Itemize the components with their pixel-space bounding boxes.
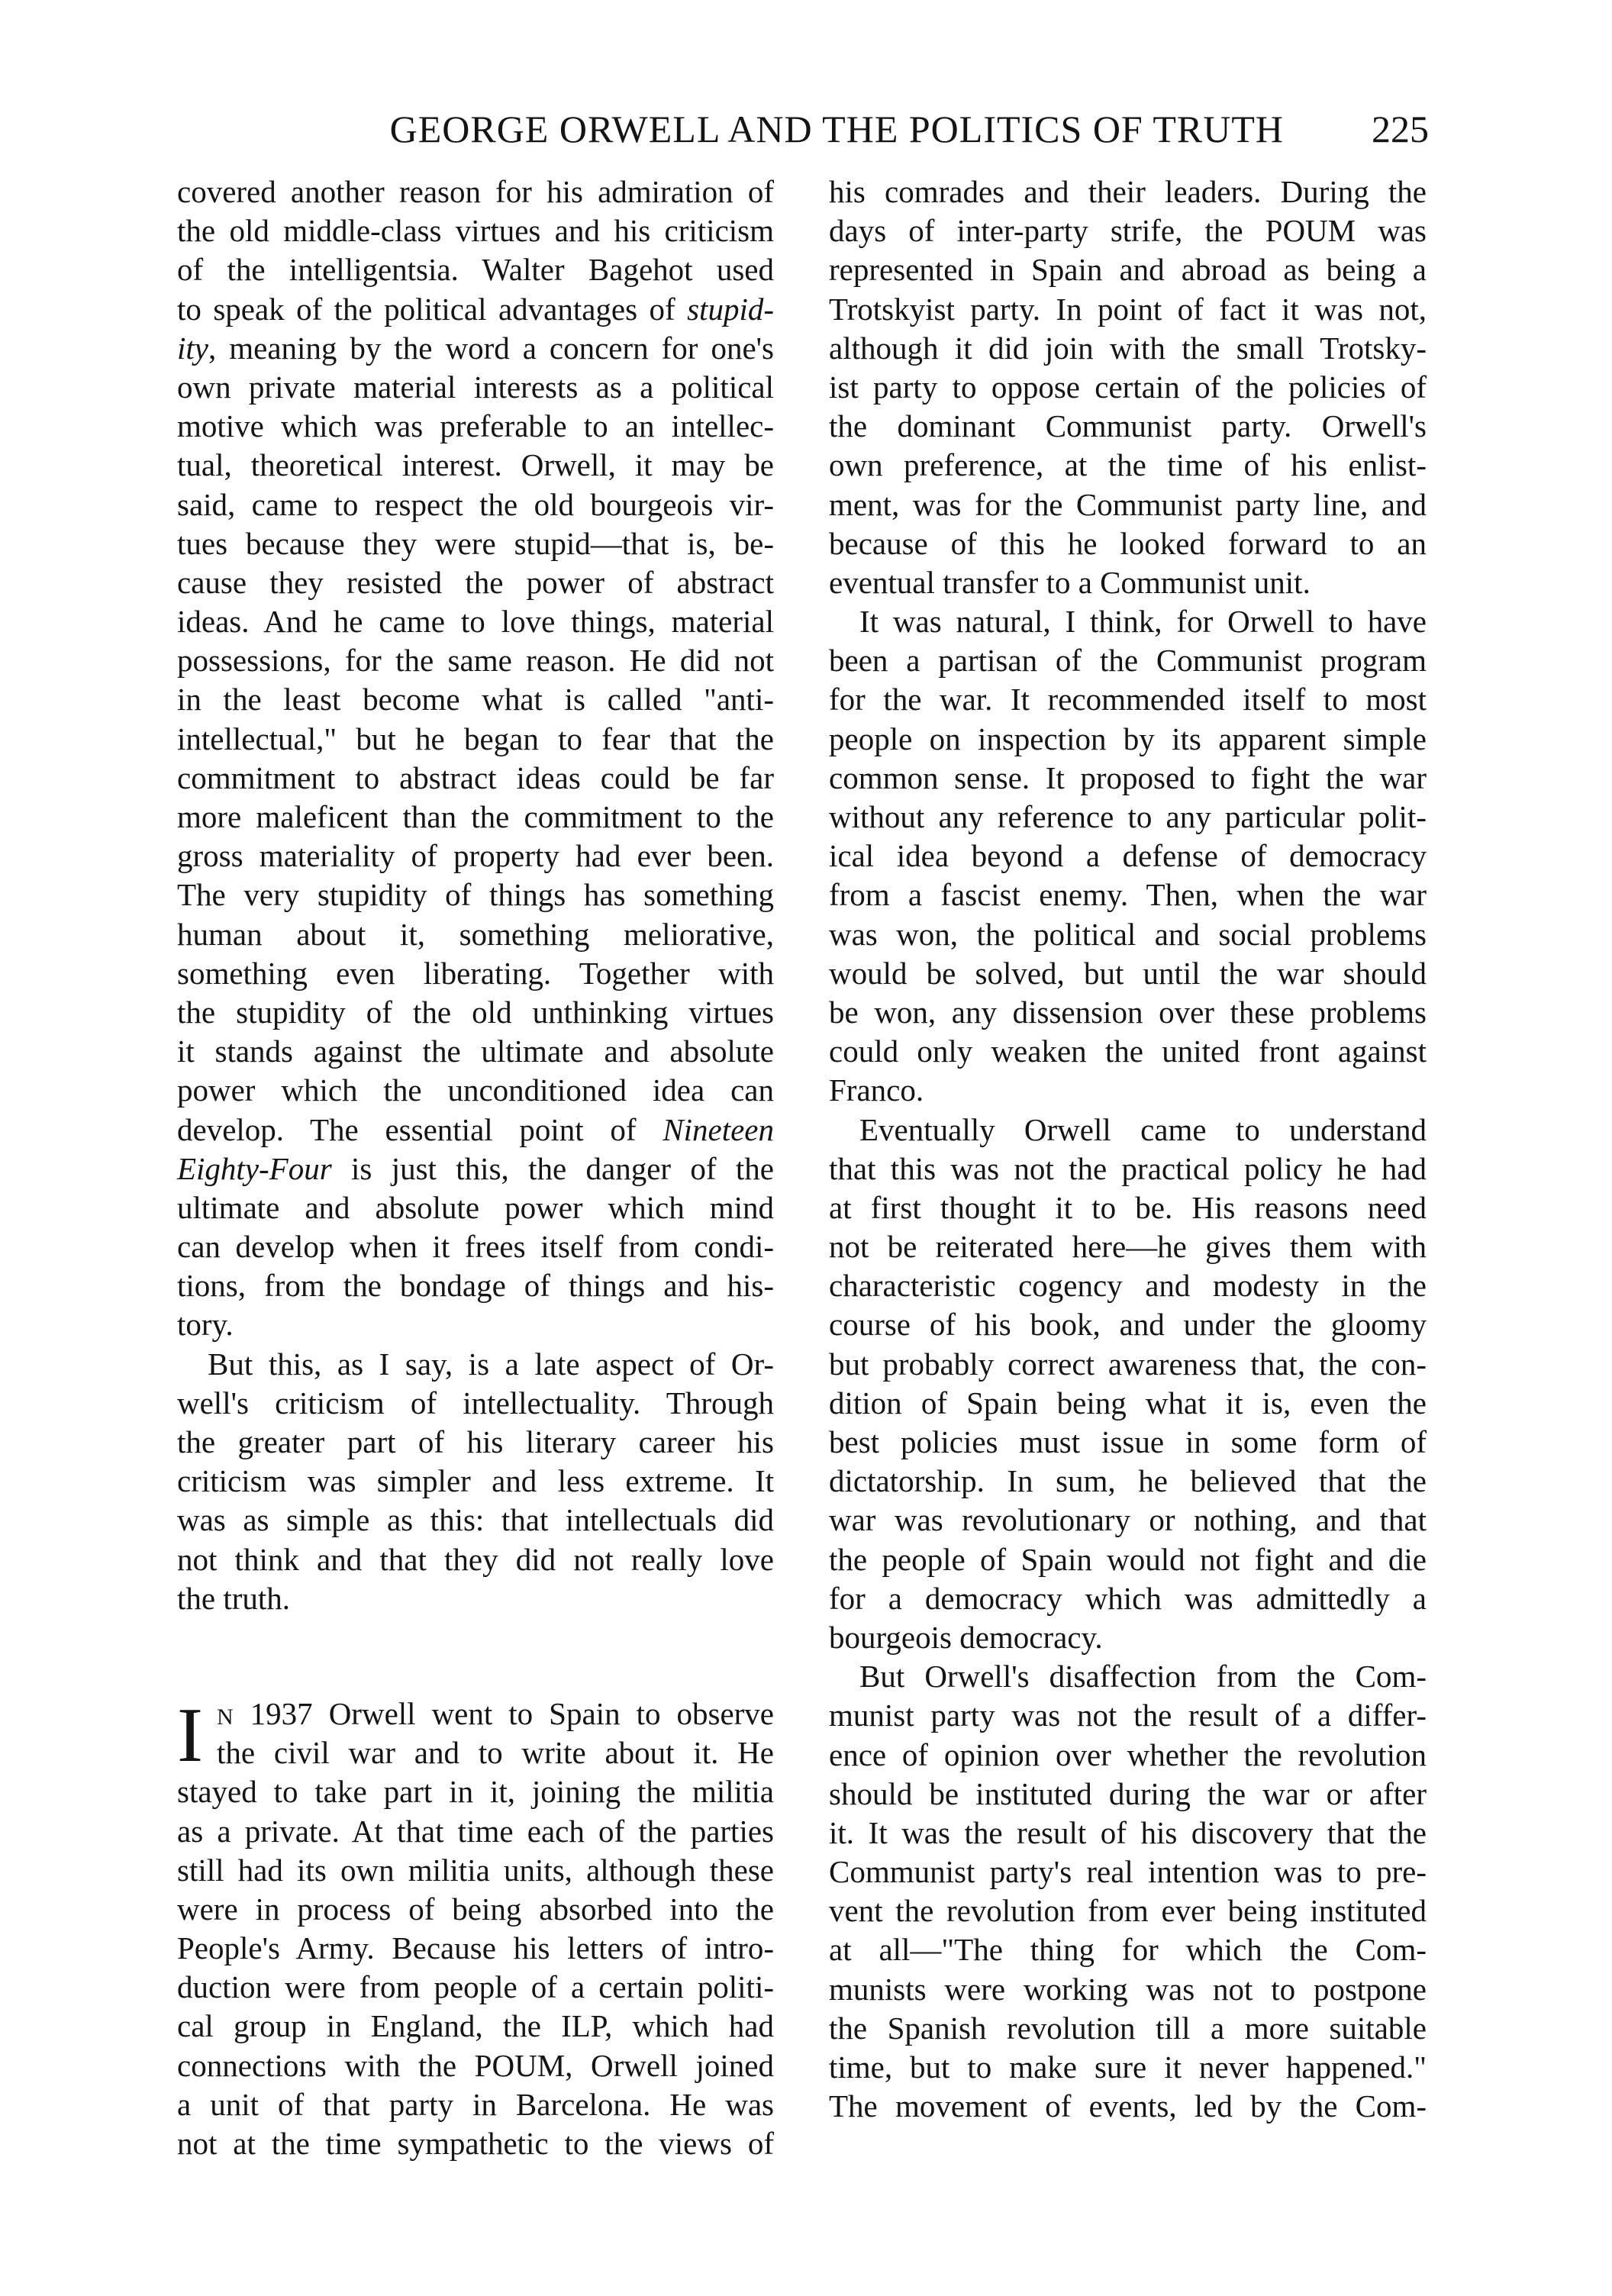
text-line: at first thought it to be. His reasons need (829, 1189, 1427, 1225)
text-line: criticism was simpler and less extreme. It (177, 1463, 774, 1499)
text-line: were in process of being absorbed into the (177, 1891, 774, 1927)
line-text: 1937 Orwell went to Spain to observe (234, 1695, 774, 1731)
text-line: been a partisan of the Communist program (829, 643, 1427, 679)
text-line: war was revolutionary or nothing, and that (829, 1502, 1427, 1538)
text-line: from a fascist enemy. Then, when the war (829, 877, 1427, 913)
text-line: the people of Spain would not fight and die (829, 1541, 1427, 1577)
text-line: cal group in England, the ILP, which had (177, 2008, 774, 2044)
text-line: be won, any dissension over these problems (829, 994, 1427, 1030)
text-line: as a private. At that time each of the parties (177, 1813, 774, 1849)
text-line: human about it, something meliorative, (177, 916, 774, 952)
text-line: ence of opinion over whether the revolution (829, 1737, 1427, 1772)
text-line: not think and that they did not really love (177, 1541, 774, 1577)
text-line: intellectual," but he began to fear that the (177, 721, 774, 756)
text-line: dition of Spain being what it is, even the (829, 1385, 1427, 1420)
text-line: tions, from the bondage of things and his- (177, 1268, 774, 1304)
text-line: was as simple as this: that intellectuals did (177, 1502, 774, 1538)
text-line: own preference, at the time of his enlist- (829, 447, 1427, 483)
text-line: It was natural, I think, for Orwell to have (859, 604, 1427, 640)
text-line: the dominant Communist party. Orwell's (829, 408, 1427, 444)
text-line: covered another reason for his admiration of (177, 174, 774, 209)
text-line: although it did join with the small Trotsky- (829, 330, 1427, 366)
text-line: ical idea beyond a defense of democracy (829, 838, 1427, 874)
text-line: Trotskyist party. In point of fact it was not, (829, 291, 1427, 327)
text-line: not be reiterated here—he gives them with (829, 1229, 1427, 1265)
page-header (177, 107, 1429, 168)
text-line: tory. (177, 1307, 234, 1343)
text-line: But this, as I say, is a late aspect of Or- (208, 1346, 774, 1382)
text-line: that this was not the practical policy he had (829, 1150, 1427, 1186)
text-line: The very stupidity of things has something (177, 877, 774, 913)
text-line: munists were working was not to postpone (829, 1971, 1427, 2007)
text-line: well's criticism of intellectuality. Through (177, 1385, 774, 1420)
text-line: Communist party's real intention was to pre- (829, 1854, 1427, 1890)
text-line: more maleficent than the commitment to the (177, 799, 774, 834)
text-line: would be solved, but until the war should (829, 955, 1427, 991)
text-line: not at the time sympathetic to the views of (177, 2126, 774, 2161)
text-line: his comrades and their leaders. During the (829, 174, 1427, 209)
text-line: commitment to abstract ideas could be far (177, 759, 774, 795)
text-line: connections with the POUM, Orwell joined (177, 2047, 774, 2083)
section-break (177, 1618, 774, 1695)
small-caps: N (217, 1704, 234, 1730)
text-line: without any reference to any particular polit- (829, 799, 1427, 834)
page-number: 225 (1372, 108, 1429, 150)
text-line: The movement of events, led by the Com- (829, 2088, 1427, 2124)
text-line: for a democracy which was admittedly a (829, 1580, 1427, 1616)
text-line: possessions, for the same reason. He did not (177, 643, 774, 679)
text-line: still had its own militia units, although these (177, 1852, 774, 1888)
text-line: People's Army. Because his letters of intro- (177, 1930, 774, 1966)
text-line: can develop when it frees itself from condi- (177, 1229, 774, 1265)
text-line: the old middle-class virtues and his criticism (177, 213, 774, 249)
text-line: in the least become what is called "anti- (177, 682, 774, 718)
right-column (829, 173, 1427, 2126)
text-line: tues because they were stupid—that is, be- (177, 525, 774, 561)
text-line: munist party was not the result of a differ- (829, 1698, 1427, 1733)
text-line: the truth. (177, 1580, 291, 1616)
text-line: ideas. And he came to love things, material (177, 604, 774, 640)
text-line: develop. The essential point of Nineteen (177, 1111, 774, 1147)
text-line: days of inter-party strife, the POUM was (829, 213, 1427, 249)
text-line: best policies must issue in some form of (829, 1424, 1427, 1459)
text-line: people on inspection by its apparent simple (829, 721, 1427, 756)
text-line: to speak of the political advantages of stupid- (177, 291, 774, 327)
text-line: duction were from people of a certain politi- (177, 1969, 774, 2005)
text-line: because of this he looked forward to an (829, 525, 1427, 561)
text-line: for the war. It recommended itself to most (829, 682, 1427, 718)
text-line: said, came to respect the old bourgeois vir- (177, 486, 774, 522)
text-line: stayed to take part in it, joining the militia (177, 1774, 774, 1810)
text-line: vent the revolution from ever being instituted (829, 1893, 1427, 1929)
text-line: the greater part of his literary career his (177, 1424, 774, 1459)
text-line: ist party to oppose certain of the policies of (829, 369, 1427, 405)
text-line: ultimate and absolute power which mind (177, 1189, 774, 1225)
running-title: GEORGE ORWELL AND THE POLITICS OF TRUTH (389, 108, 1284, 150)
text-line: a unit of that party in Barcelona. He was (177, 2086, 774, 2122)
text-line: tual, theoretical interest. Orwell, it may be (177, 447, 774, 483)
text-line: it stands against the ultimate and absolute (177, 1034, 774, 1069)
text-line: something even liberating. Together with (177, 955, 774, 991)
text-line: Franco. (829, 1072, 924, 1108)
text-line: course of his book, and under the gloomy (829, 1307, 1427, 1343)
drop-cap: I (177, 1691, 203, 1778)
text-line: own private material interests as a political (177, 369, 774, 405)
text-line: time, but to make sure it never happened." (829, 2049, 1427, 2085)
text-line: power which the unconditioned idea can (177, 1072, 774, 1108)
text-line: could only weaken the united front against (829, 1034, 1427, 1069)
text-line: eventual transfer to a Communist unit. (829, 564, 1311, 600)
text-line: the civil war and to write about it. He (217, 1735, 774, 1771)
text-line: ity, meaning by the word a concern for one's (177, 330, 774, 366)
text-line: ment, was for the Communist party line, and (829, 486, 1427, 522)
text-line: represented in Spain and abroad as being a (829, 252, 1427, 288)
text-line: the Spanish revolution till a more suitable (829, 2010, 1427, 2046)
left-column (177, 173, 774, 2163)
text-line: at all—"The thing for which the Com- (829, 1932, 1427, 1968)
text-line: of the intelligentsia. Walter Bagehot used (177, 252, 774, 288)
text-line: it. It was the result of his discovery that the (829, 1814, 1427, 1850)
text-line: Eighty-Four is just this, the danger of the (177, 1150, 774, 1186)
text-line: motive which was preferable to an intellec- (177, 408, 774, 444)
text-line: should be instituted during the war or after (829, 1775, 1427, 1811)
text-line: was won, the political and social problems (829, 916, 1427, 952)
text-line: but probably correct awareness that, the con- (829, 1346, 1427, 1382)
text-line: gross materiality of property had ever been. (177, 838, 774, 874)
text-line: But Orwell's disaffection from the Com- (859, 1659, 1427, 1695)
text-line: dictatorship. In sum, he believed that the (829, 1463, 1427, 1499)
text-line: the stupidity of the old unthinking virtues (177, 994, 774, 1030)
text-line: characteristic cogency and modesty in the (829, 1268, 1427, 1304)
text-line: Eventually Orwell came to understand (859, 1111, 1427, 1147)
text-line: common sense. It proposed to fight the war (829, 759, 1427, 795)
text-line: cause they resisted the power of abstract (177, 564, 774, 600)
text-line: bourgeois democracy. (829, 1619, 1103, 1655)
